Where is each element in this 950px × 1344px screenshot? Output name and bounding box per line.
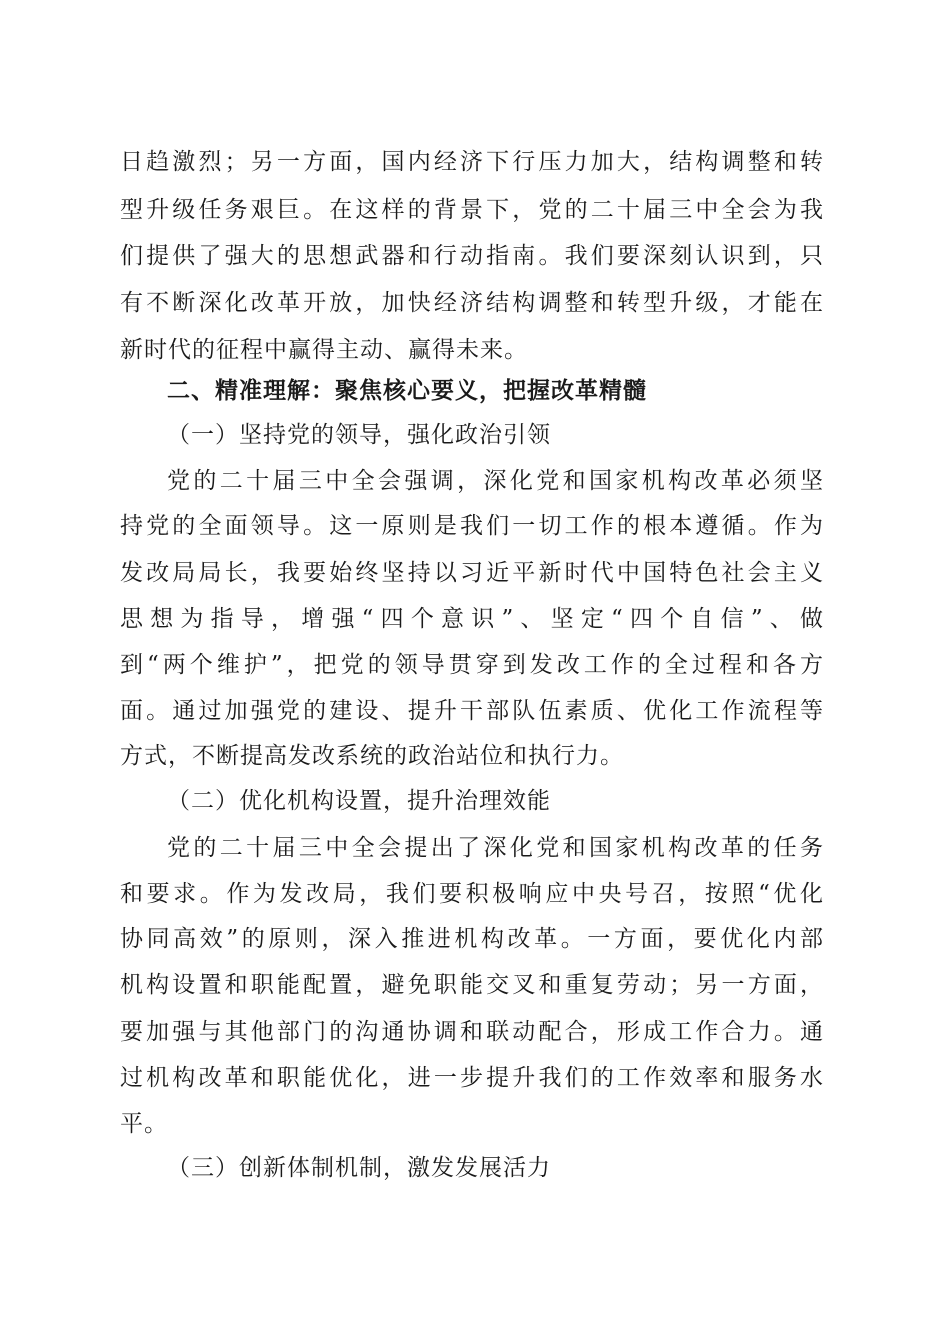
intro-line-3: 们提供了强大的思想武器和行动指南。我们要深刻认识到，只 (120, 243, 823, 269)
sub1-line-5: 到“两个维护”，把党的领导贯穿到发改工作的全过程和各方 (120, 652, 823, 678)
sub2-line-2: 和要求。作为发改局，我们要积极响应中央号召，按照“优化 (120, 881, 823, 907)
sub2-line-1: 党的二十届三中全会提出了深化党和国家机构改革的任务 (167, 835, 823, 861)
intro-line-1: 日趋激烈；另一方面，国内经济下行压力加大，结构调整和转 (120, 149, 823, 175)
sub2-line-7: 平。 (120, 1111, 168, 1137)
subsection-heading-3: （三）创新体制机制，激发发展活力 (167, 1155, 551, 1181)
intro-line-2: 型升级任务艰巨。在这样的背景下，党的二十届三中全会为我 (120, 197, 823, 223)
subsection-heading-1: （一）坚持党的领导，强化政治引领 (167, 422, 551, 448)
sub1-line-1: 党的二十届三中全会强调，深化党和国家机构改革必须坚 (167, 468, 823, 494)
sub2-line-3: 协同高效”的原则，深入推进机构改革。一方面，要优化内部 (120, 926, 823, 952)
sub2-line-6: 过机构改革和职能优化，进一步提升我们的工作效率和服务水 (120, 1065, 823, 1091)
intro-line-5: 新时代的征程中赢得主动、赢得未来。 (120, 337, 528, 363)
section-heading: 二、精准理解：聚焦核心要义，把握改革精髓 (167, 378, 647, 404)
sub1-line-6: 面。通过加强党的建设、提升干部队伍素质、优化工作流程等 (120, 698, 823, 724)
sub1-line-3: 发改局局长，我要始终坚持以习近平新时代中国特色社会主义 (120, 560, 823, 586)
sub2-line-5: 要加强与其他部门的沟通协调和联动配合，形成工作合力。通 (120, 1019, 823, 1045)
intro-line-4: 有不断深化改革开放，加快经济结构调整和转型升级，才能在 (120, 290, 823, 316)
sub1-line-7: 方式，不断提高发改系统的政治站位和执行力。 (120, 743, 624, 769)
sub1-line-4: 思想为指导，增强“四个意识”、坚定“四个自信”、做 (120, 606, 823, 632)
subsection-heading-2: （二）优化机构设置，提升治理效能 (167, 788, 551, 814)
sub1-line-2: 持党的全面领导。这一原则是我们一切工作的根本遵循。作为 (120, 513, 823, 539)
sub2-line-4: 机构设置和职能配置，避免职能交叉和重复劳动；另一方面， (120, 972, 823, 998)
